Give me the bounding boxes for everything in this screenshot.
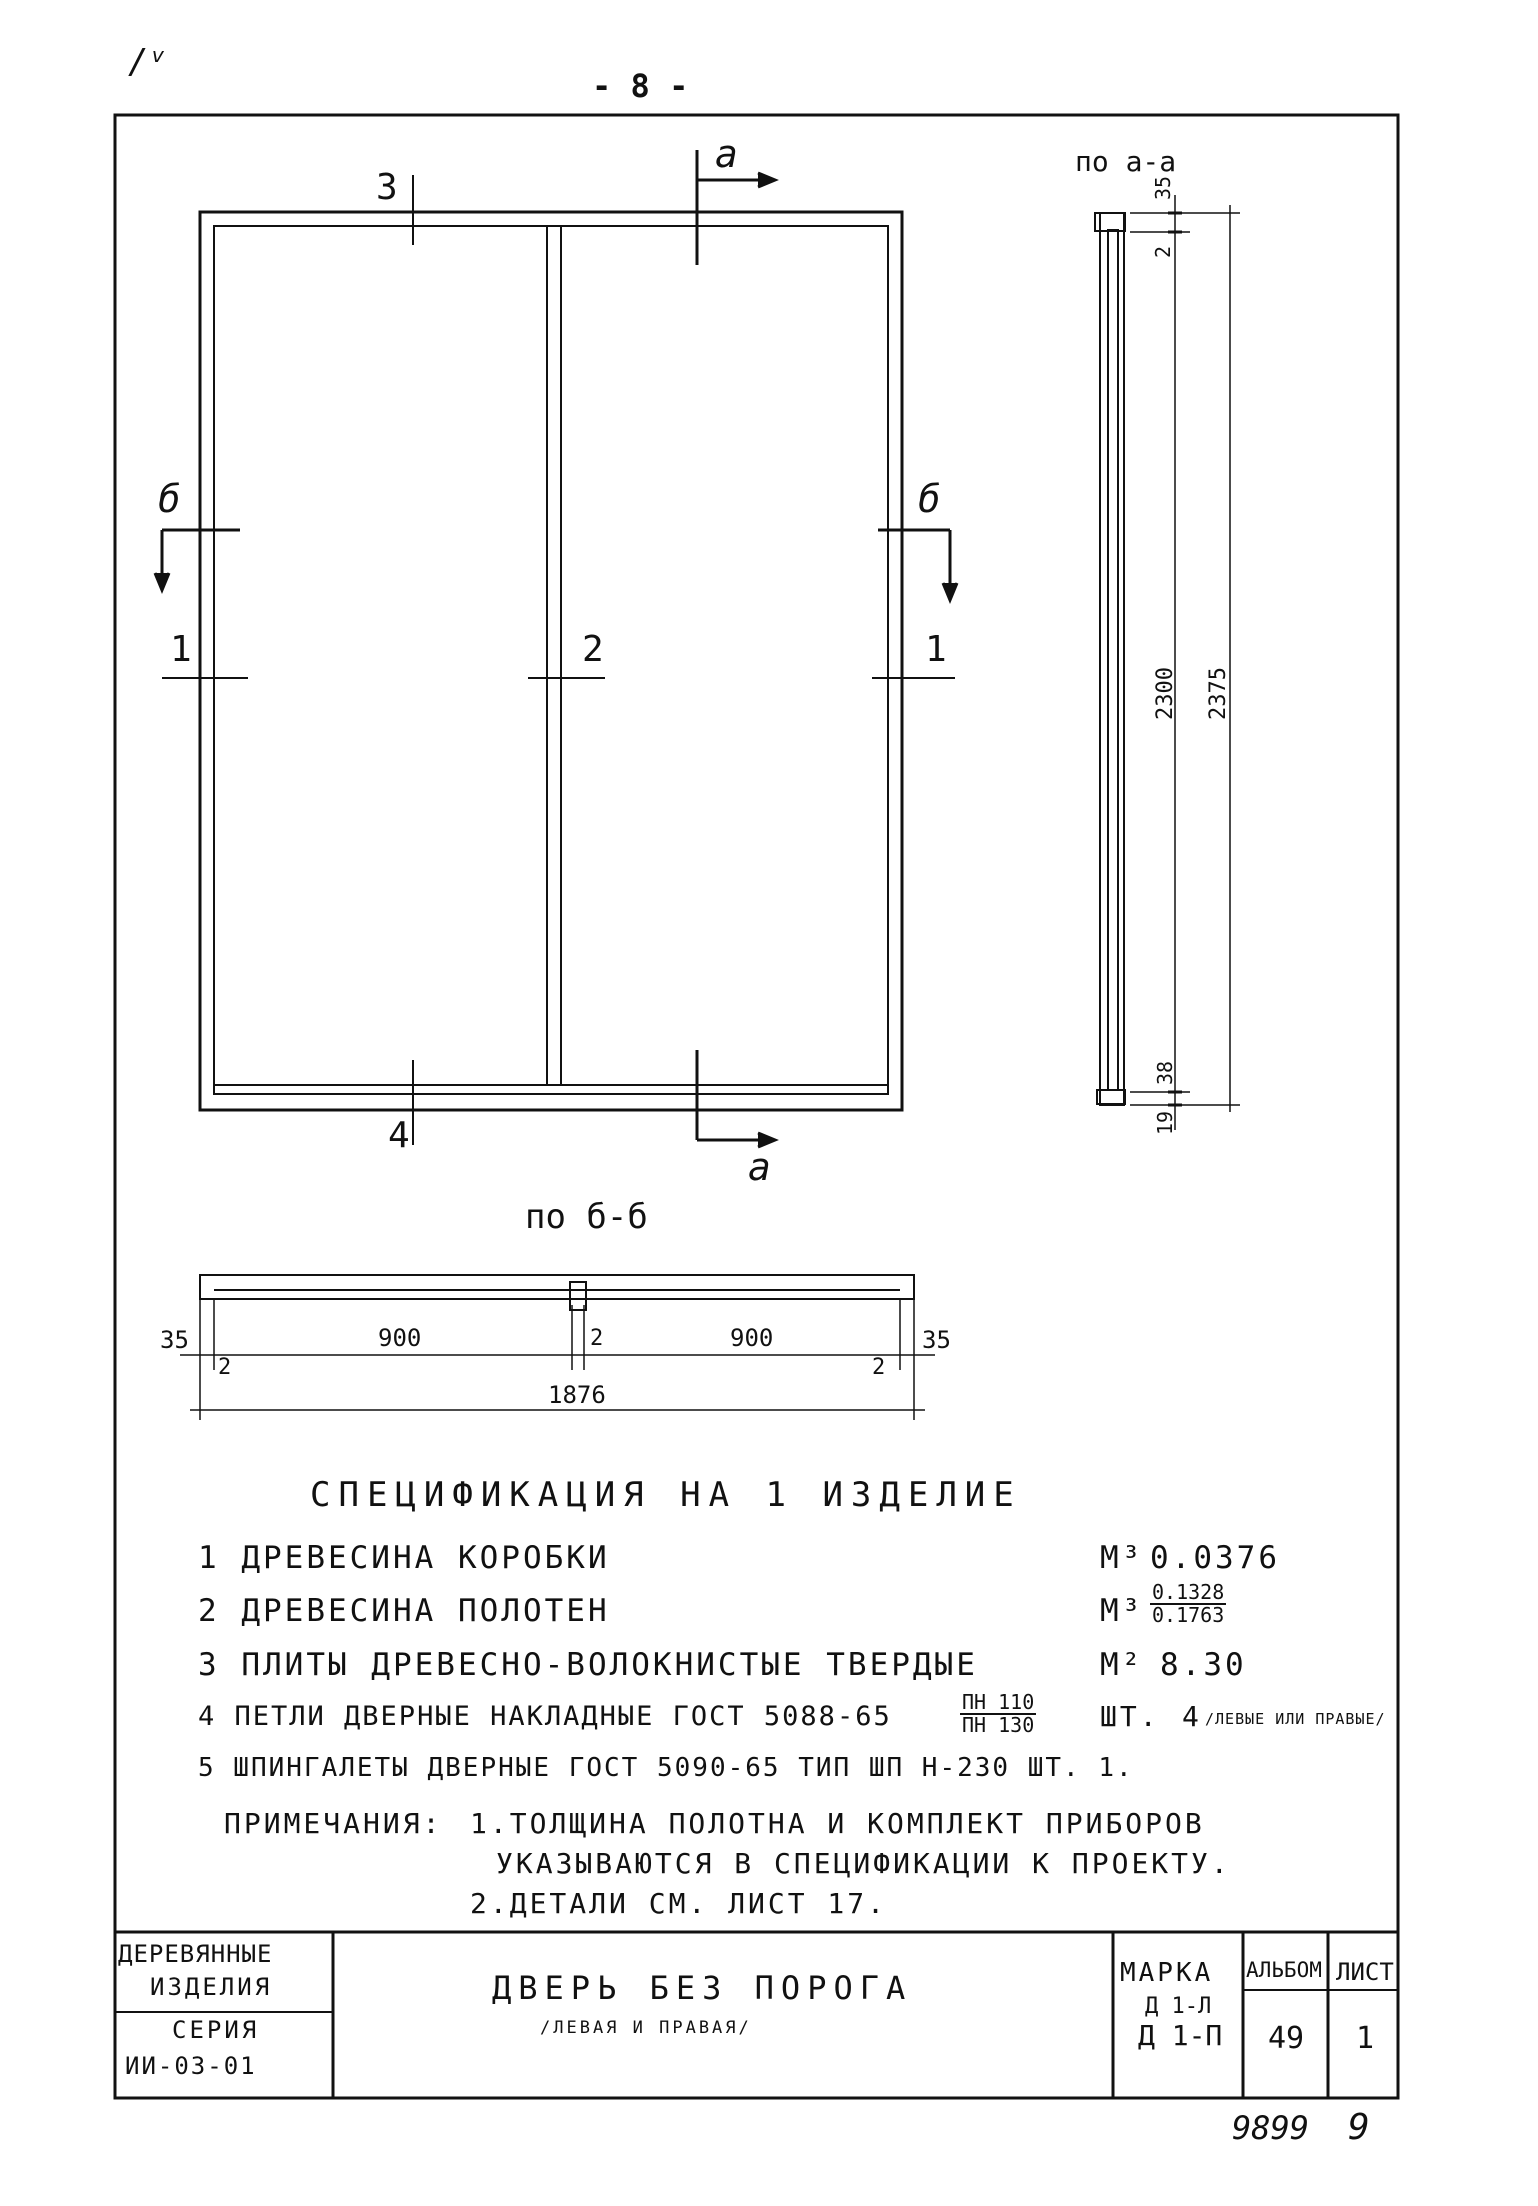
sheet-border — [115, 115, 1398, 2098]
spec-item-3-value: 8.30 — [1160, 1647, 1247, 1683]
tb-title: ДВЕРЬ БЕЗ ПОРОГА — [492, 1969, 913, 2007]
spec-item-4-frac-bottom: ПН 130 — [962, 1713, 1035, 1737]
callout-1-left: 1 — [170, 629, 192, 670]
spec-item-2-value-bottom: 0.1763 — [1152, 1603, 1225, 1627]
tb-subtitle: /ЛЕВАЯ И ПРАВАЯ/ — [540, 2018, 752, 2038]
spec-item-2: 2 ДРЕВЕСИНА ПОЛОТЕН — [198, 1593, 610, 1629]
corner-mark: /ᵛ — [128, 42, 169, 82]
tb-sheet-value: 1 — [1356, 2021, 1375, 2056]
side-dim-2300: 2300 — [1153, 667, 1178, 720]
page-number: - 8 - — [592, 67, 689, 105]
spec-title: СПЕЦИФИКАЦИЯ НА 1 ИЗДЕЛИЕ — [310, 1475, 1022, 1515]
spec-item-1: 1 ДРЕВЕСИНА КОРОБКИ — [198, 1540, 610, 1576]
door-frame-inner — [214, 226, 888, 1094]
note-1a: 1.ТОЛЩИНА ПОЛОТНА И КОМПЛЕКТ ПРИБОРОВ — [470, 1807, 1205, 1840]
plan-dim-leaf-right: 900 — [730, 1324, 774, 1352]
tb-album-value: 49 — [1268, 2021, 1305, 2056]
callout-1-right: 1 — [925, 629, 947, 670]
spec-item-3: 3 ПЛИТЫ ДРЕВЕСНО-ВОЛОКНИСТЫЕ ТВЕРДЫЕ — [198, 1647, 978, 1683]
tb-series-label: СЕРИЯ — [172, 2016, 260, 2044]
spec-item-4-frac-top: ПН 110 — [962, 1690, 1035, 1714]
side-dim-2375: 2375 — [1206, 667, 1231, 720]
plan-dim-right-35: 35 — [922, 1326, 951, 1354]
note-1b: УКАЗЫВАЮТСЯ В СПЕЦИФИКАЦИИ К ПРОЕКТУ. — [496, 1847, 1231, 1880]
side-view-title: по a-a — [1075, 145, 1177, 178]
spec-item-4-unit: ШТ. — [1100, 1700, 1160, 1733]
note-2: 2.ДЕТАЛИ СМ. ЛИСТ 17. — [470, 1887, 888, 1920]
section-a-label-bottom: a — [748, 1145, 771, 1189]
spec-item-4-fraction — [960, 1692, 1036, 1736]
spec-item-2-unit: М³ — [1100, 1593, 1144, 1629]
tb-album-label: АЛЬБОМ — [1246, 1958, 1322, 1982]
spec-item-4-note: /ЛЕВЫЕ ИЛИ ПРАВЫЕ/ — [1205, 1710, 1386, 1728]
plan-section-frame — [200, 1275, 914, 1299]
callout-3: 3 — [376, 167, 398, 208]
side-dim-38: 38 — [1153, 1060, 1177, 1085]
plan-dim-leaf-left: 900 — [378, 1324, 422, 1352]
spec-item-5: 5 ШПИНГАЛЕТЫ ДВЕРНЫЕ ГОСТ 5090-65 ТИП ШП Н-230 ШТ. 1. — [198, 1753, 1134, 1783]
spec-item-2-value-top: 0.1328 — [1152, 1580, 1225, 1604]
tb-mark-2: Д 1-П — [1138, 2019, 1223, 2052]
spec-item-1-unit: М³ — [1100, 1540, 1144, 1576]
spec-item-1-value: 0.0376 — [1150, 1540, 1280, 1576]
spec-item-2-fraction — [1150, 1582, 1226, 1626]
tb-category-2: ИЗДЕЛИЯ — [150, 1973, 273, 2001]
section-a-label-top: a — [715, 132, 738, 176]
side-dim-2: 2 — [1151, 245, 1175, 258]
tb-mark-label: МАРКА — [1120, 1958, 1214, 1988]
tb-category-1: ДЕРЕВЯННЫЕ — [118, 1940, 273, 1968]
archive-number: 9899 — [1232, 2109, 1310, 2147]
footer-page: 9 — [1348, 2107, 1370, 2148]
plan-dim-left-2: 2 — [218, 1355, 232, 1380]
side-section-outer — [1100, 213, 1124, 1105]
section-b-label-right: б — [918, 477, 941, 521]
spec-item-4-value: 4 — [1182, 1700, 1202, 1733]
spec-item-3-unit: М² — [1100, 1647, 1144, 1683]
plan-view-title: по б-б — [525, 1197, 648, 1237]
callout-2: 2 — [582, 629, 604, 670]
plan-dim-left-35: 35 — [160, 1326, 189, 1354]
tb-series-value: ИИ-03-01 — [125, 2052, 257, 2080]
section-b-label-left: б — [158, 477, 181, 521]
side-dim-35: 35 — [1151, 175, 1175, 200]
tb-mark-1: Д 1-Л — [1145, 1994, 1212, 2019]
plan-dim-right-2: 2 — [872, 1355, 886, 1380]
plan-dim-overall: 1876 — [548, 1381, 606, 1409]
tb-sheet-label: ЛИСТ — [1336, 1958, 1394, 1986]
door-frame-outer — [200, 212, 902, 1110]
side-dim-19: 19 — [1153, 1110, 1177, 1135]
plan-dim-mid-2: 2 — [590, 1326, 604, 1351]
callout-4: 4 — [388, 1115, 410, 1156]
spec-item-4: 4 ПЕТЛИ ДВЕРНЫЕ НАКЛАДНЫЕ ГОСТ 5088-65 — [198, 1701, 892, 1732]
notes-label: ПРИМЕЧАНИЯ: — [224, 1807, 443, 1840]
